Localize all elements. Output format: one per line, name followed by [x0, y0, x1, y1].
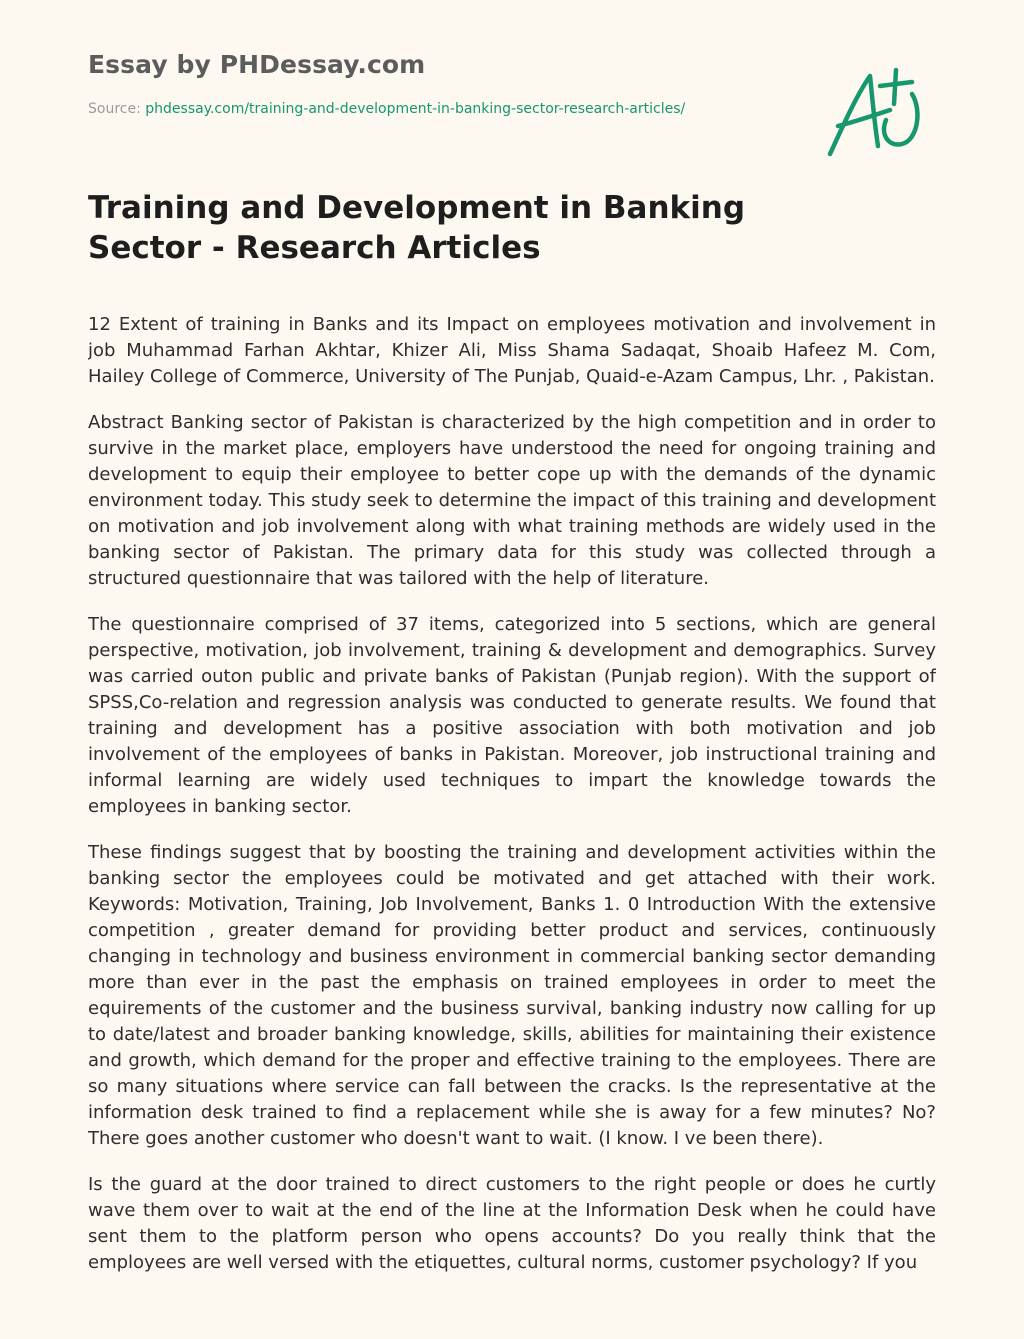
article-body [88, 312, 936, 1290]
paragraph: These findings suggest that by boosting the training and development activities within the banking sector the employees could be motivated and get attached with their work. Keywords: Motivation, Training, Job Involvement, Banks 1. 0 Introduction With the extensive competition , greater demand for providing better product and services, continuously changing in technology and business environment in commercial banking sector demanding more than ever in the past the emphasis on trained employees in order to meet the equirements of the customer and the business survival, banking industry now calling for up to date/latest and broader banking knowledge, skills, abilities for maintaining their existence and growth, which demand for the proper and effective training to the employees. There are so many situations where service can fall between the cracks. Is the representative at the information desk trained to find a replacement while she is away for a few minutes? No? There goes another customer who doesn't want to wait. (I know. I ve been there). [88, 842, 936, 1149]
page-title: Training and Development in Banking Sector - Research Articles [88, 190, 746, 266]
source-link[interactable]: phdessay.com/training-and-development-in-banking-sector-research-articles/ [145, 101, 686, 117]
a-plus-logo-icon [820, 64, 932, 164]
paragraph: 12 Extent of training in Banks and its Impact on employees motivation and involvement in job Muhammad Farhan Akhtar, Khizer Ali, Miss Shama Sadaqat, Shoaib Hafeez M. Com, Hailey College of Commerce, University of The Punjab, Quaid-e-Azam Campus, Lhr. , Pakistan. [88, 314, 936, 387]
source-label: Source: [88, 101, 146, 117]
paragraph: Abstract Banking sector of Pakistan is characterized by the high competition and in order to survive in the market place, employers have understood the need for ongoing training and development to equip their employee to better cope up with the demands of the dynamic environment today. This study seek to determine the impact of this training and development on motivation and job involvement along with what training methods are widely used in the banking sector of Pakistan. The primary data for this study was collected through a structured questionnaire that was tailored with the help of literature. [88, 412, 936, 589]
source-line [88, 101, 685, 117]
paragraph: The questionnaire comprised of 37 items, categorized into 5 sections, which are general perspective, motivation, job involvement, training & development and demographics. Survey was carried outon public and private banks of Pakistan (Punjab region). With the support of SPSS,Co-relation and regression analysis was conducted to generate results. We found that training and development has a positive association with both motivation and job involvement of the employees of banks in Pakistan. Moreover, job instructional training and informal learning are widely used techniques to impart the knowledge towards the employees in banking sector. [88, 614, 936, 817]
site-brand: Essay by PHDessay.com [88, 50, 426, 79]
paragraph: Is the guard at the door trained to direct customers to the right people or does he curtly wave them over to wait at the end of the line at the Information Desk when he could have sent them to the platform person who opens accounts? Do you really think that the employees are well versed with the etiquettes, cultural norms, customer psychology? If you [88, 1174, 936, 1273]
